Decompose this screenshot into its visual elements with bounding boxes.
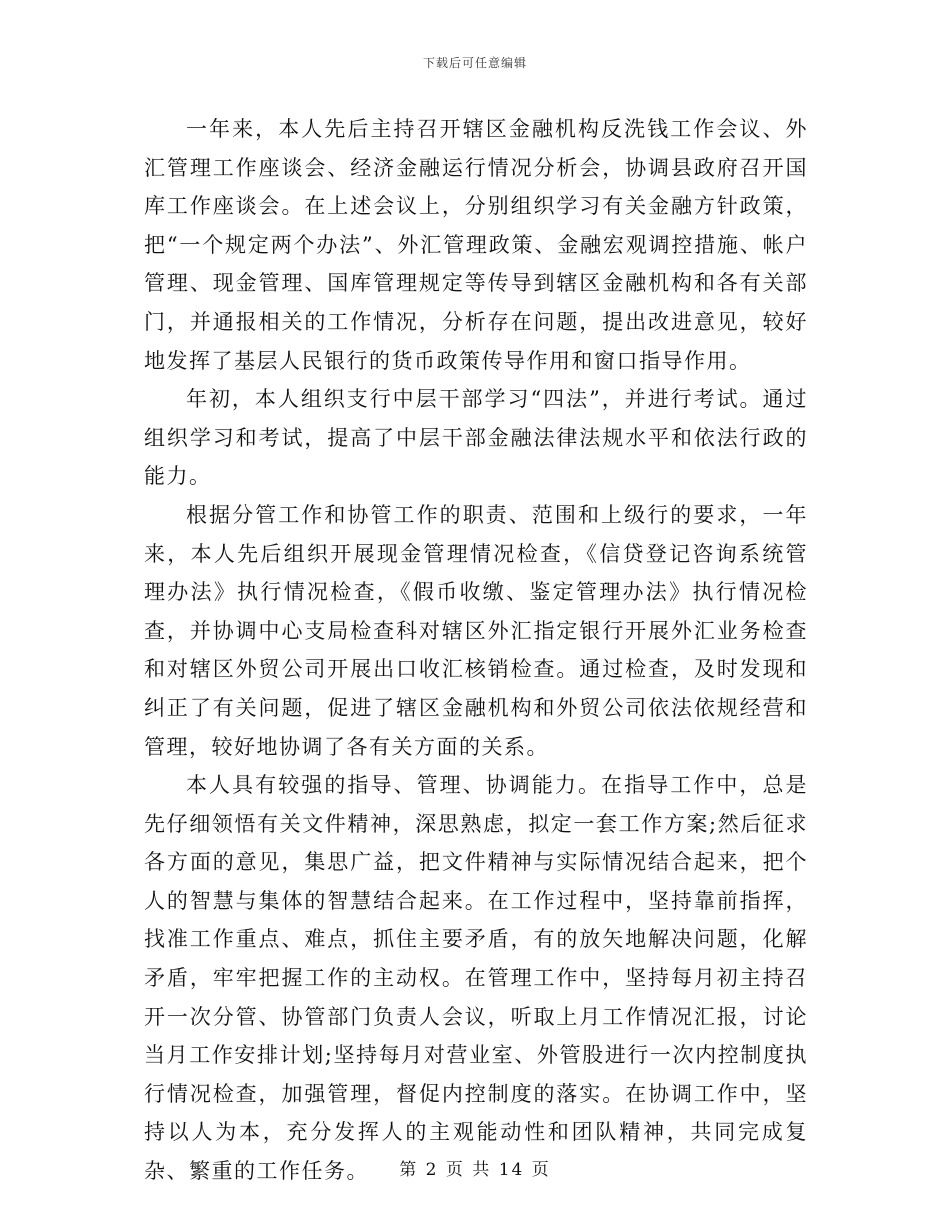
paragraph-abilities: 本人具有较强的指导、管理、协调能力。在指导工作中，总是先仔细领悟有关文件精神，深思熟虑，拟定一套工作方案;然后征求各方面的意见，集思广益，把文件精神与实际情况结合起来，把个人的智慧与集体的智慧结合起来。在工作过程中，坚持靠前指挥，找准工作重点、难点，抓住主要矛盾，有的放矢地解决问题，化解矛盾，牢牢把握工作的主动权。在管理工作中，坚持每月初主持召开一次分管、协管部门负责人会议，听取上月工作情况汇报，讨论当月工作安排计划;坚持每月对营业室、外管股进行一次内控制度执行情况检查，加强管理，督促内控制度的落实。在协调工作中，坚持以人为本，充分发挥人的主观能动性和团队精神，共同完成复杂、繁重的工作任务。 bbox=[144, 773, 808, 1184]
page-header-note: 下载后可任意编辑 bbox=[422, 56, 527, 70]
paragraph-meetings: 一年来，本人先后主持召开辖区金融机构反洗钱工作会议、外汇管理工作座谈会、经济金融运行情况分析会，协调县政府召开国库工作座谈会。在上述会议上，分别组织学习有关金融方针政策，把“一个规定两个办法”、外汇管理政策、金融宏观调控措施、帐户管理、现金管理、国库管理规定等传导到辖区金融机构和各有关部门，并通报相关的工作情况，分析存在问题，提出改进意见，较好地发挥了基层人民银行的货币政策传导作用和窗口指导作用。 bbox=[144, 117, 808, 373]
page-number: 第 2 页 共 14 页 bbox=[399, 1160, 551, 1180]
paragraph-inspections: 根据分管工作和协管工作的职责、范围和上级行的要求，一年来，本人先后组织开展现金管理情况检查，《信贷登记咨询系统管理办法》执行情况检查，《假币收缴、鉴定管理办法》执行情况检查，并协调中心支局检查科对辖区外汇指定银行开展外汇业务检查和对辖区外贸公司开展出口收汇核销检查。通过检查，及时发现和纠正了有关问题，促进了辖区金融机构和外贸公司依法依规经营和管理，较好地协调了各有关方面的关系。 bbox=[144, 502, 808, 759]
paragraph-study: 年初，本人组织支行中层干部学习“四法”，并进行考试。通过组织学习和考试，提高了中层干部金融法律法规水平和依法行政的能力。 bbox=[144, 387, 808, 489]
document-body bbox=[144, 110, 808, 1191]
